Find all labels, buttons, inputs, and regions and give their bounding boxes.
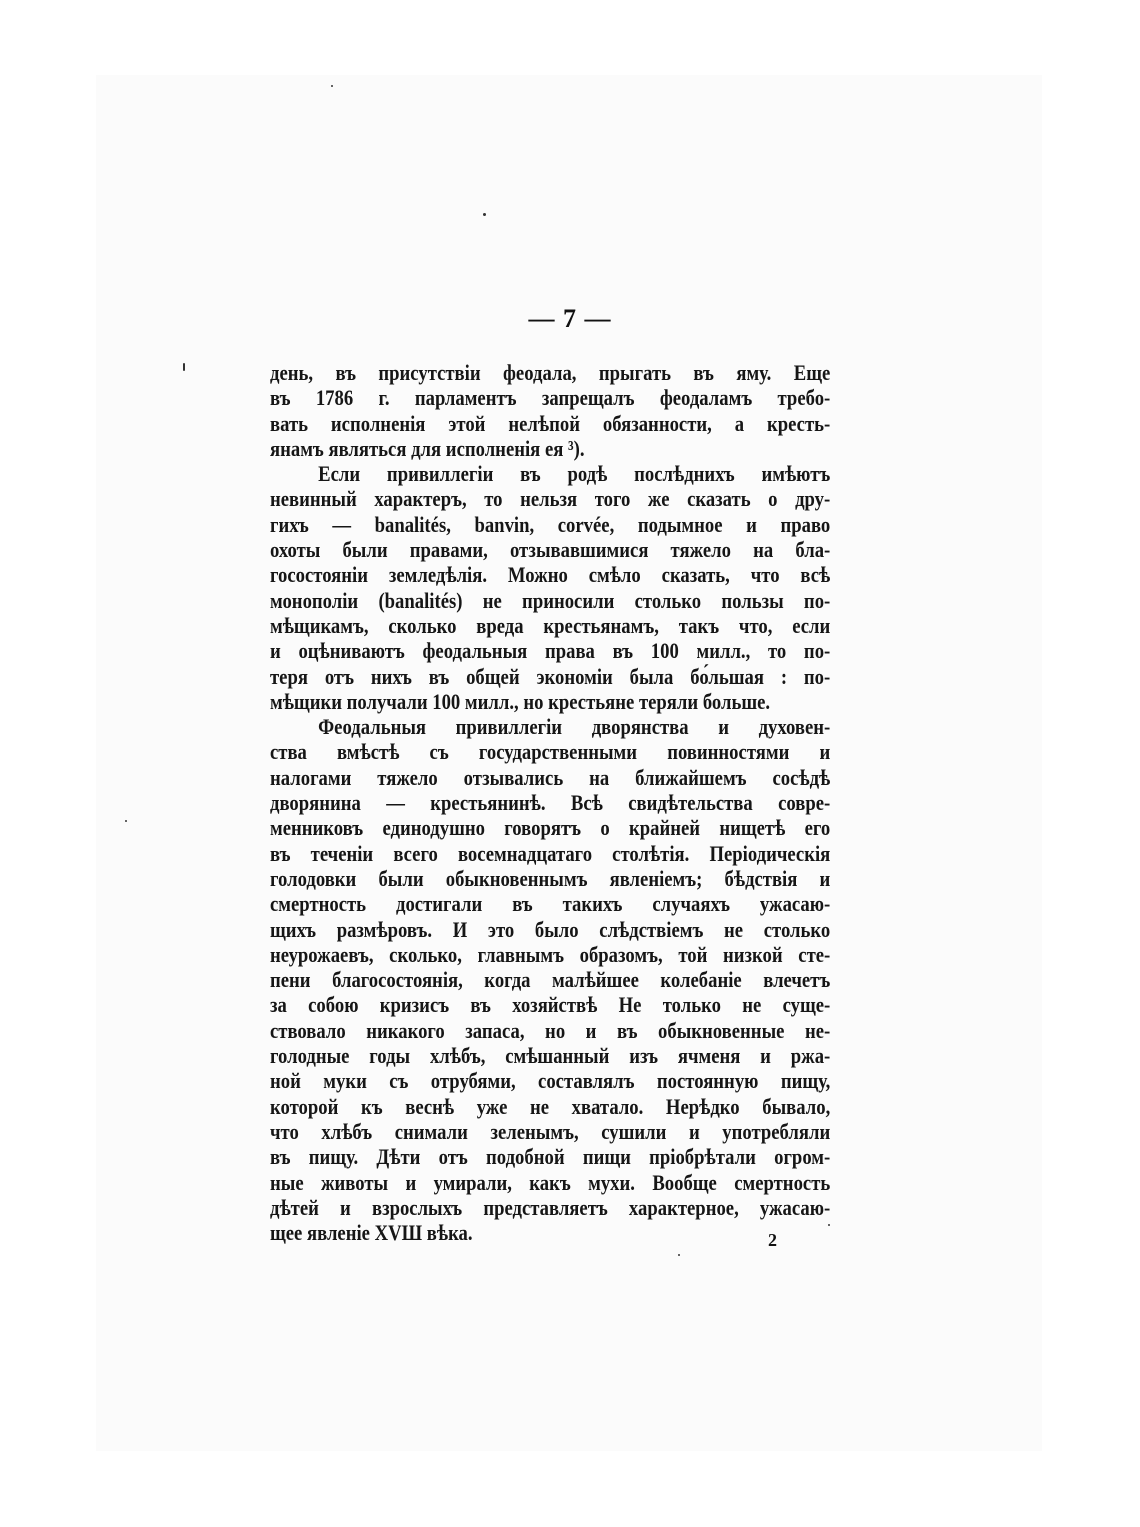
text-line: монополіи (banalités) не приносили столько пользы по- [270,587,831,613]
text-line: щее явленіе XVШ вѣка. [270,1220,473,1246]
text-line: голодные годы хлѣбъ, смѣшанный изъ ячменя и ржа- [270,1043,831,1069]
scan-speck [125,820,127,822]
text-line: ства вмѣстѣ съ государственными повинностями и [270,739,831,765]
text-line: Феодальныя привиллегіи дворянства и духовен- [318,714,831,740]
text-line: мѣщикамъ, сколько вреда крестьянамъ, такъ что, если [270,612,831,638]
text-line: пени благосостоянія, когда малѣйшее колебаніе влечетъ [270,967,831,993]
text-line: въ 1786 г. парламентъ запрещалъ феодаламъ требо- [270,385,831,411]
scan-speck [678,1254,680,1256]
text-line: мѣщики получали 100 милл., но крестьяне теряли больше. [270,688,771,714]
text-line: въ пищу. Дѣти отъ подобной пищи пріобрѣтали огром- [270,1144,831,1170]
text-line: ной муки съ отрубями, составлялъ постоянную пищу, [270,1068,831,1094]
printer-signature-mark: 2 [768,1230,777,1250]
text-line: дѣтей и взрослыхъ представляетъ характерное, ужасаю- [270,1194,831,1220]
text-line: госостояніи земледѣлія. Можно смѣло сказать, что всѣ [270,562,831,588]
text-line: налогами тяжело отзывались на ближайшемъ сосѣдѣ [270,764,831,790]
text-line: невинный характеръ, то нельзя того же сказать о дру- [270,486,831,512]
scan-speck [183,363,185,371]
text-line: неурожаевъ, сколько, главнымъ образомъ, той низкой сте- [270,941,831,967]
text-line: ствовало никакого запаса, но и въ обыкновенные не- [270,1017,831,1043]
text-line: менниковъ единодушно говорятъ о крайней нищетѣ его [270,815,831,841]
text-line: за собою кризисъ въ хозяйствѣ Не только не суще- [270,992,831,1018]
text-line: Если привиллегіи въ родѣ послѣднихъ имѣютъ [318,461,831,487]
scan-speck [483,213,486,216]
page-number: — 7 — [528,304,612,333]
text-line: ные животы и умирали, какъ мухи. Вообще смертность [270,1169,831,1195]
text-line: которой къ веснѣ уже не хватало. Нерѣдко бывало, [270,1093,831,1119]
text-line: теря отъ нихъ въ общей экономіи была бо́льшая : по- [270,663,831,689]
text-line: въ теченіи всего восемнадцатаго столѣтія. Періодическія [270,840,831,866]
scan-speck [331,85,333,87]
text-line: вать исполненія этой нелѣпой обязанности, а кресть- [270,410,831,436]
text-line: гихъ — banalités, banvin, corvée, подымное и право [270,511,831,537]
scan-speck [828,1224,830,1226]
text-line: голодовки были обыкновеннымъ явленіемъ; бѣдствія и [270,865,831,891]
text-line: дворянина — крестьянинѣ. Всѣ свидѣтельства совре- [270,790,831,816]
text-line: и оцѣниваютъ феодальныя права въ 100 милл., то по- [270,638,831,664]
text-line: охоты были правами, отзывавшимися тяжело на бла- [270,537,831,563]
text-line: день, въ присутствіи феодала, прыгать въ яму. Еще [270,360,831,385]
text-line: щихъ размѣровъ. И это было слѣдствіемъ не столько [270,916,831,942]
text-line: смертность достигали въ такихъ случаяхъ ужасаю- [270,891,831,917]
body-text [270,360,831,1246]
text-line: янамъ являться для исполненія ея ³). [270,435,585,461]
text-line: что хлѣбъ снимали зеленымъ, сушили и употребляли [270,1118,831,1144]
